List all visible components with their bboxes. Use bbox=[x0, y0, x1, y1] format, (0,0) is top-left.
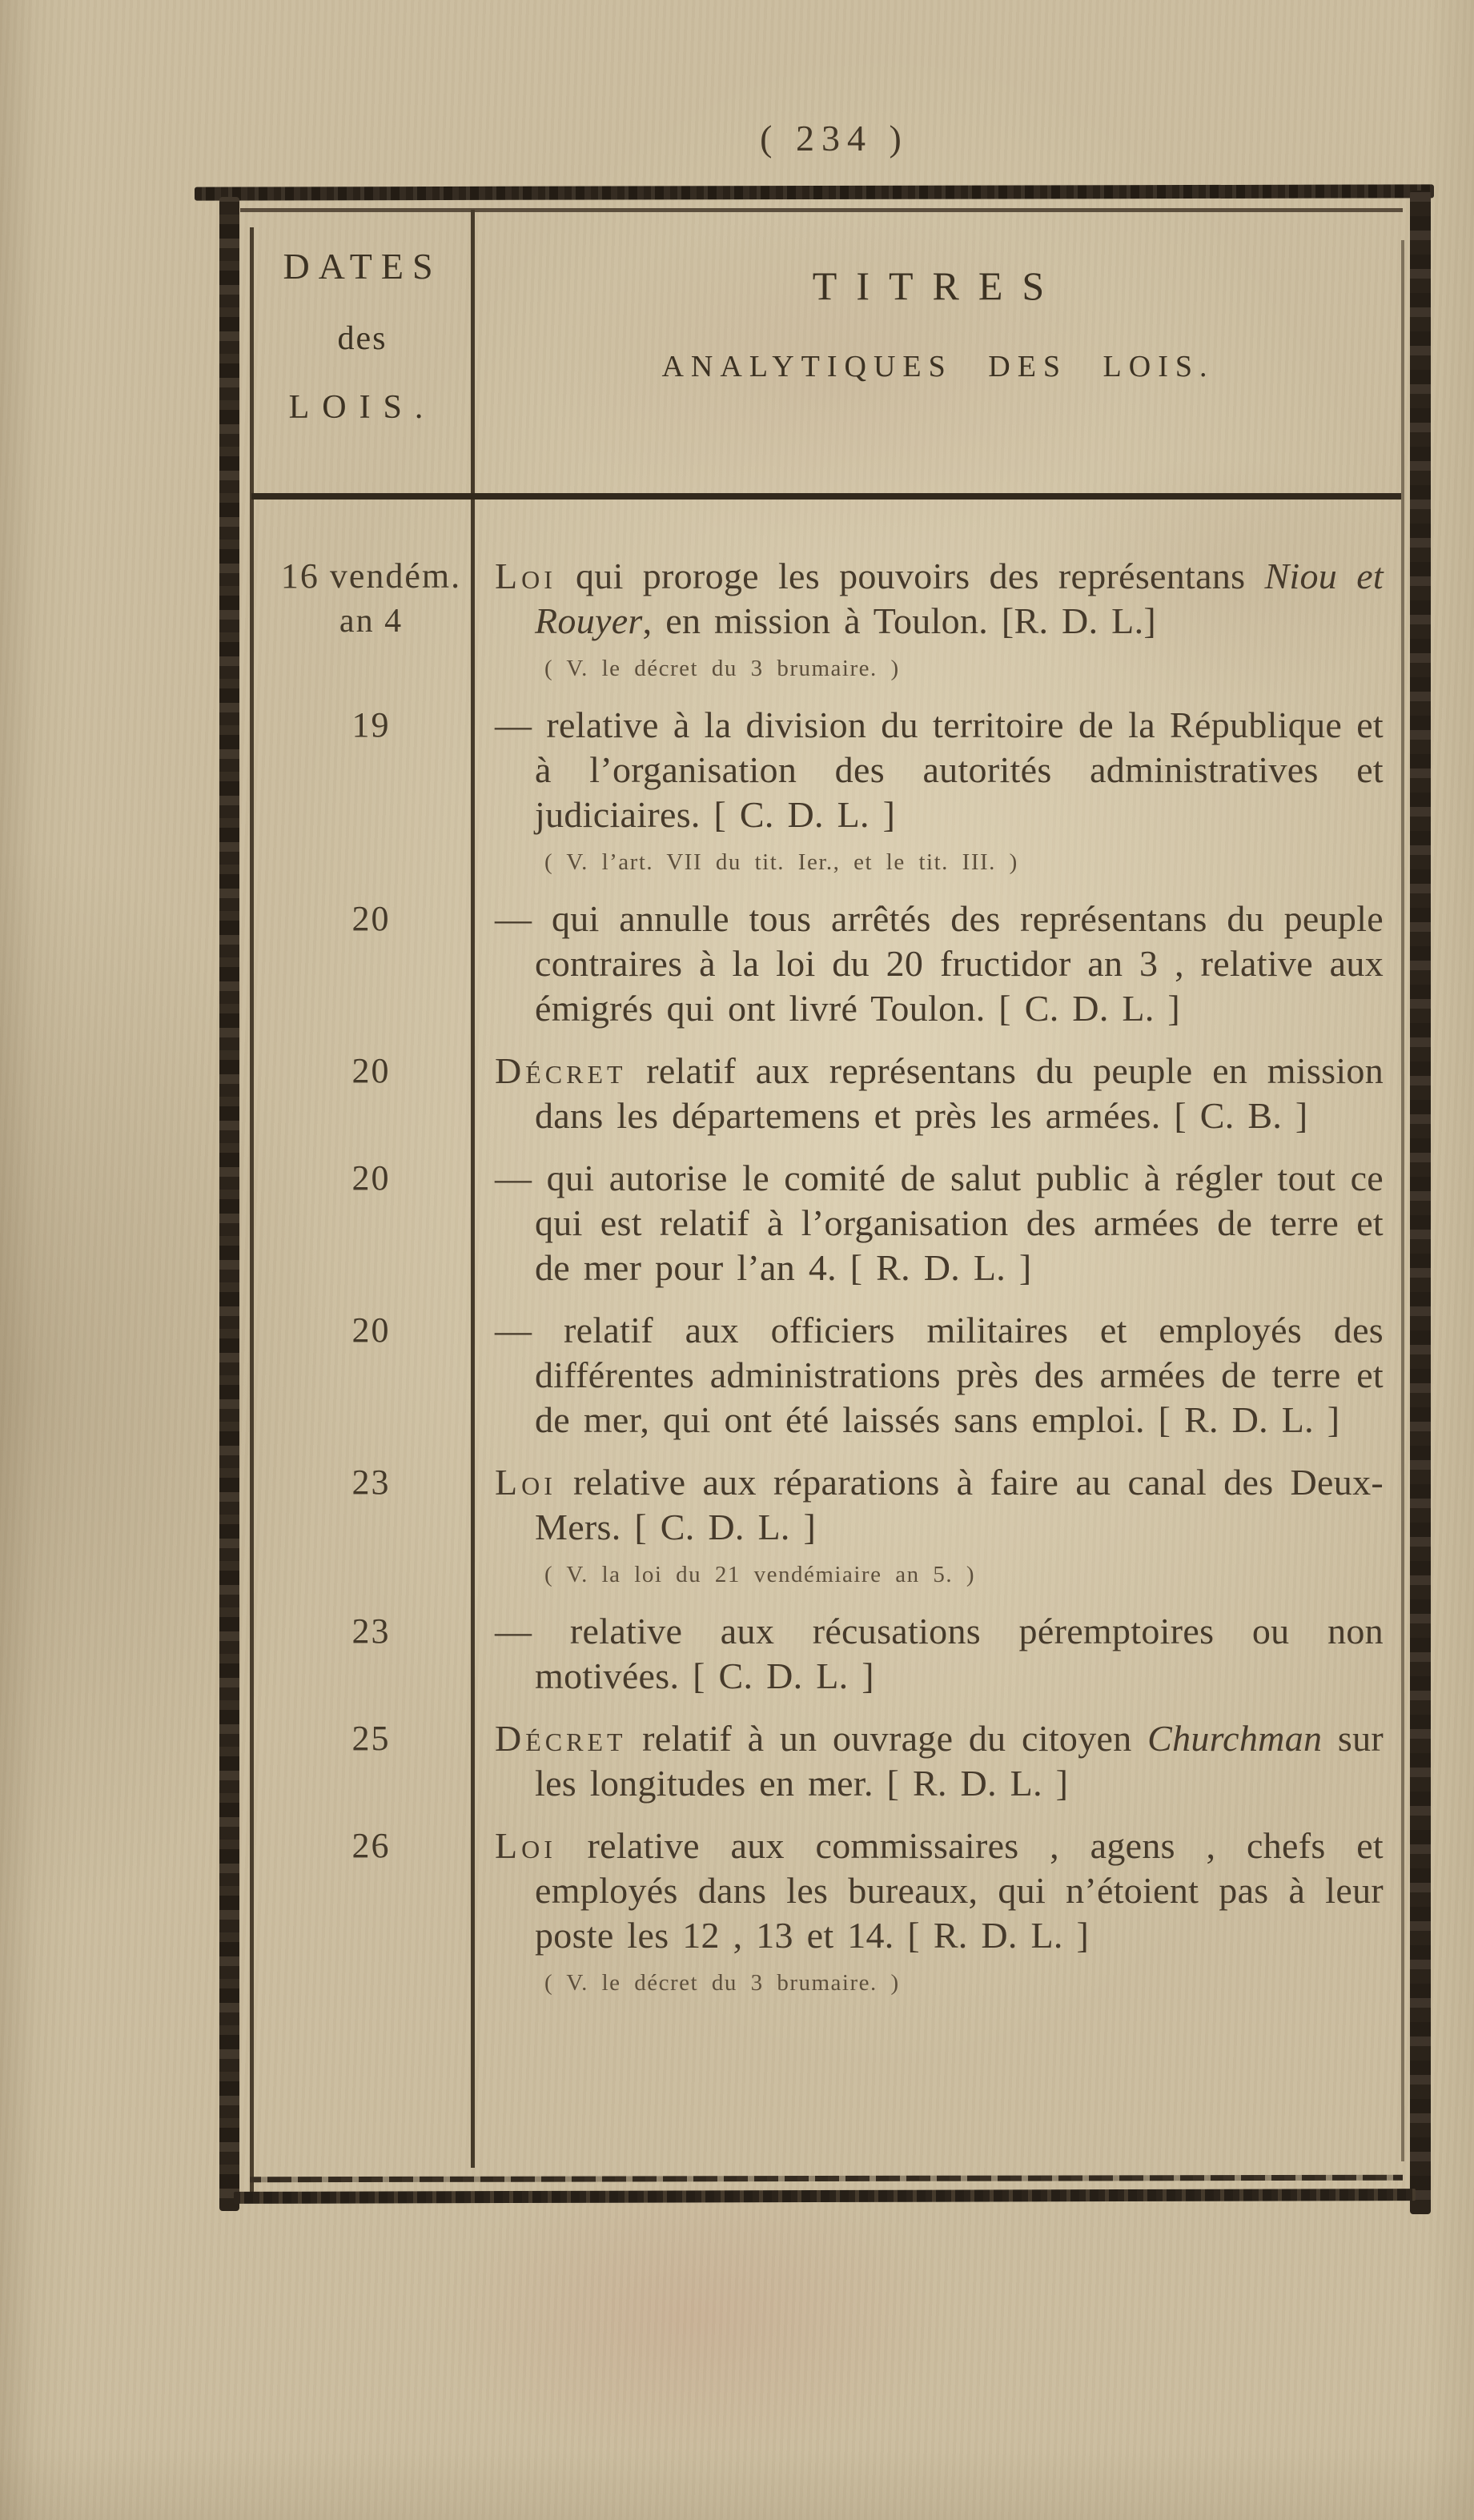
title-cell bbox=[471, 1824, 1384, 2000]
date-line: 16 vendém. bbox=[280, 556, 462, 596]
header-titres-column bbox=[475, 210, 1401, 384]
table-row bbox=[254, 1460, 1401, 1591]
title-cell bbox=[471, 1609, 1384, 1699]
table-top-rule-heavy bbox=[195, 184, 1434, 200]
entry-text: — relative aux récusations péremptoires ou non motivées. [ C. D. L. ] bbox=[495, 1611, 1384, 1696]
entry-text: — relatif aux officiers militaires et employés des différentes administrations près des armées de terre et de mer, qui ont été laissés sans emploi. [ R. D. L. ] bbox=[495, 1310, 1384, 1440]
date-line: 20 bbox=[351, 1310, 391, 1350]
date-line: 23 bbox=[351, 1611, 391, 1651]
date-line: 19 bbox=[351, 705, 391, 744]
entry-text: Loi qui proroge les pouvoirs des représentans Niou et Rouyer, en mission à Toulon. [R. D. L.] bbox=[495, 556, 1384, 641]
header-dates-column bbox=[254, 210, 471, 427]
table-row bbox=[254, 1609, 1401, 1699]
title-cell bbox=[471, 1049, 1384, 1138]
date-cell bbox=[254, 1049, 471, 1093]
table-bottom-rule-heavy bbox=[234, 2189, 1416, 2204]
date-line: 26 bbox=[351, 1826, 391, 1865]
entry-note: ( V. le décret du 3 brumaire. ) bbox=[544, 656, 900, 681]
table-bottom-rule-thin bbox=[250, 2175, 1403, 2183]
title-cell bbox=[471, 1716, 1384, 1806]
title-cell bbox=[471, 897, 1384, 1031]
date-cell bbox=[254, 1824, 471, 1868]
date-cell bbox=[254, 1156, 471, 1201]
date-line: 20 bbox=[351, 1051, 391, 1090]
date-cell bbox=[254, 554, 471, 644]
table-row bbox=[254, 1716, 1401, 1806]
table-border-right-bar bbox=[1410, 191, 1431, 2214]
header-dates-line1: DATES bbox=[283, 246, 442, 287]
title-cell bbox=[471, 1156, 1384, 1290]
entry-note: ( V. la loi du 21 vendémiaire an 5. ) bbox=[544, 1562, 975, 1587]
header-titres-subtitle: ANALYTIQUES DES LOIS. bbox=[661, 350, 1215, 383]
date-cell bbox=[254, 1308, 471, 1353]
table-body bbox=[254, 500, 1401, 2169]
date-line: 20 bbox=[351, 1158, 391, 1198]
entry-note: ( V. le décret du 3 brumaire. ) bbox=[544, 1970, 900, 1996]
header-titres-title: TITRES bbox=[812, 263, 1064, 308]
table-header-rule bbox=[251, 493, 1401, 500]
header-dates-line2: des bbox=[337, 320, 388, 357]
table-row bbox=[254, 897, 1401, 1031]
table-row bbox=[254, 1824, 1401, 2000]
table-border-left-bar bbox=[219, 197, 239, 2211]
date-line-2: an 4 bbox=[339, 603, 404, 640]
entry-text: Décret relatif aux représentans du peuple en mission dans les départemens et près les armées. [ C. B. ] bbox=[495, 1050, 1384, 1136]
date-cell bbox=[254, 897, 471, 941]
header-dates-line3: LOIS. bbox=[288, 389, 436, 426]
title-cell bbox=[471, 703, 1384, 879]
date-line: 25 bbox=[351, 1719, 391, 1758]
table-row bbox=[254, 1308, 1401, 1443]
entry-text: Décret relatif à un ouvrage du citoyen Churchman sur les longitudes en mer. [ R. D. L. ] bbox=[495, 1718, 1384, 1804]
date-cell bbox=[254, 1609, 471, 1654]
table-row bbox=[254, 1049, 1401, 1138]
entry-note: ( V. l’art. VII du tit. Ier., et le tit. III. ) bbox=[544, 849, 1018, 875]
title-cell bbox=[471, 1460, 1384, 1591]
date-cell bbox=[254, 1716, 471, 1761]
date-cell bbox=[254, 703, 471, 748]
page-number: ( 234 ) bbox=[760, 118, 909, 159]
title-cell bbox=[471, 554, 1384, 685]
table-row bbox=[254, 703, 1401, 879]
entry-text: — qui autorise le comité de salut public à régler tout ce qui est relatif à l’organisation des armées de terre et de mer pour l’an 4. [ R. D. L. ] bbox=[495, 1158, 1384, 1288]
table-row bbox=[254, 1156, 1401, 1290]
entry-text: Loi relative aux réparations à faire au canal des Deux-Mers. [ C. D. L. ] bbox=[495, 1462, 1384, 1547]
date-line: 20 bbox=[351, 899, 391, 938]
table-row bbox=[254, 554, 1401, 685]
date-line: 23 bbox=[351, 1463, 391, 1502]
entry-text: — relative à la division du territoire de la République et à l’organisation des autorités administratives et judiciaires. [ C. D. L. ] bbox=[495, 704, 1384, 835]
date-cell bbox=[254, 1460, 471, 1505]
entry-text: Loi relative aux commissaires , agens , chefs et employés dans les bureaux, qui n’étoient pas à leur poste les 12 , 13 et 14. [ R. D. L. ] bbox=[495, 1825, 1384, 1956]
entry-text: — qui annulle tous arrêtés des représentans du peuple contraires à la loi du 20 fructidor an 3 , relative aux émigrés qui ont livré Toulon. [ C. D. L. ] bbox=[495, 898, 1384, 1029]
title-cell bbox=[471, 1308, 1384, 1443]
table-border-right-line bbox=[1401, 240, 1404, 2161]
